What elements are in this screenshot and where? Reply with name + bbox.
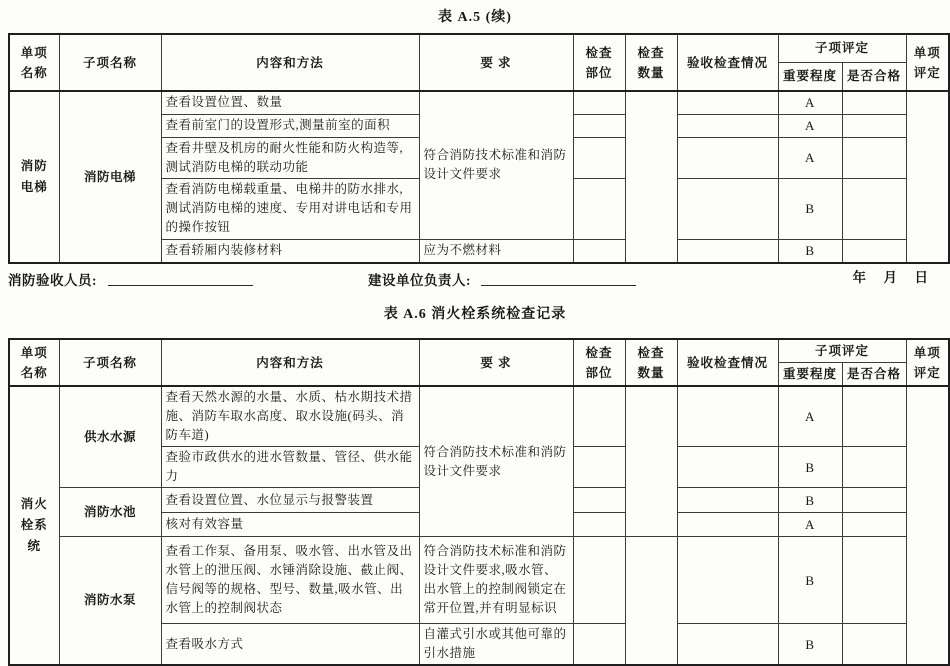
unit-name-cell: 消火栓系统 [9,386,59,665]
acceptance-status-cell [677,537,778,624]
col-header-acceptance-status: 验收检查情况 [677,339,778,386]
check-location-cell [573,178,625,239]
col-header-check-quantity: 检查数量 [625,339,677,386]
table-row [9,91,949,114]
acceptance-status-cell [677,386,778,447]
qualified-cell [842,114,906,137]
col-header-unit-eval: 单项评定 [906,34,949,91]
method-cell: 查看设置位置、数量 [161,91,419,114]
method-cell: 查看天然水源的水量、水质、枯水期技术措施、消防车取水高度、取水设施(码头、消防车道) [161,386,419,447]
header-row [9,339,949,362]
method-cell: 查看工作泵、备用泵、吸水管、出水管及出水管上的泄压阀、水锤消除设施、截止阀、信号阀等的规格、型号、数量,吸水管、出水管上的控制阀状态 [161,537,419,624]
check-location-cell [573,386,625,447]
importance-cell: A [778,114,842,137]
acceptance-status-cell [677,513,778,537]
check-location-cell [573,447,625,488]
check-location-cell [573,137,625,178]
method-cell: 查看轿厢内装修材料 [161,239,419,263]
table-a6-hydrant-system [8,338,950,666]
inspector-label: 消防验收人员: [8,273,97,288]
method-cell: 查看消防电梯载重量、电梯井的防水排水,测试消防电梯的速度、专用对讲电话和专用的操作按钮 [161,178,419,239]
col-header-sub-eval: 子项评定 [778,34,906,62]
col-header-qualified: 是否合格 [842,62,906,91]
col-header-unit-name: 单项名称 [9,34,59,91]
acceptance-status-cell [677,488,778,513]
check-location-cell [573,91,625,114]
col-header-check-quantity: 检查数量 [625,34,677,91]
qualified-cell [842,386,906,447]
qualified-cell [842,137,906,178]
table-a5-title: 表 A.5 (续) [438,10,512,25]
check-location-cell [573,537,625,624]
col-header-sub-eval: 子项评定 [778,339,906,362]
requirement-cell: 符合消防技术标准和消防设计文件要求 [419,91,573,239]
header-row [9,34,949,62]
table-a5-continued [8,33,950,264]
qualified-cell [842,537,906,624]
col-header-content-method: 内容和方法 [161,34,419,91]
acceptance-status-cell [677,447,778,488]
importance-cell: A [778,513,842,537]
col-header-unit-name: 单项名称 [9,339,59,386]
requirement-cell: 应为不燃材料 [419,239,573,263]
check-quantity-cell [625,386,677,537]
qualified-cell [842,624,906,666]
importance-cell: B [778,624,842,666]
requirement-cell: 符合消防技术标准和消防设计文件要求,吸水管、出水管上的控制阀锁定在常开位置,并有明显标识 [419,537,573,624]
builder-signature-line [481,271,636,286]
acceptance-status-cell [677,91,778,114]
check-quantity-cell [625,91,677,263]
sub-name-cell: 消防水泵 [59,537,161,666]
acceptance-status-cell [677,624,778,666]
col-header-unit-eval: 单项评定 [906,339,949,386]
check-location-cell [573,624,625,666]
acceptance-status-cell [677,114,778,137]
qualified-cell [842,447,906,488]
date-ymd-label: 年 月 日 [852,270,930,285]
col-header-importance: 重要程度 [778,362,842,386]
inspector-signature-line [108,271,253,286]
method-cell: 核对有效容量 [161,513,419,537]
requirement-cell: 自灌式引水或其他可靠的引水措施 [419,624,573,666]
qualified-cell [842,91,906,114]
method-cell: 查看前室门的设置形式,测量前室的面积 [161,114,419,137]
sub-name-cell: 供水水源 [59,386,161,488]
signature-row [8,269,942,291]
unit-name-cell: 消防电梯 [9,91,59,263]
col-header-check-location: 检查部位 [573,339,625,386]
table-a6-title: 表 A.6 消火栓系统检查记录 [383,307,567,322]
col-header-sub-name: 子项名称 [59,34,161,91]
table-row [9,386,949,447]
col-header-acceptance-status: 验收检查情况 [677,34,778,91]
unit-eval-cell [906,91,949,263]
importance-cell: B [778,447,842,488]
acceptance-status-cell [677,239,778,263]
method-cell: 查看吸水方式 [161,624,419,666]
check-location-cell [573,513,625,537]
check-location-cell [573,239,625,263]
sub-name-cell: 消防电梯 [59,91,161,263]
importance-cell: B [778,537,842,624]
check-quantity-cell [625,537,677,666]
check-location-cell [573,114,625,137]
importance-cell: A [778,386,842,447]
builder-label: 建设单位负责人: [368,273,471,288]
method-cell: 查验市政供水的进水管数量、管径、供水能力 [161,447,419,488]
importance-cell: A [778,91,842,114]
col-header-qualified: 是否合格 [842,362,906,386]
unit-eval-cell [906,386,949,665]
importance-cell: A [778,137,842,178]
importance-cell: B [778,178,842,239]
acceptance-status-cell [677,178,778,239]
method-cell: 查看设置位置、水位显示与报警装置 [161,488,419,513]
method-cell: 查看井壁及机房的耐火性能和防火构造等,测试消防电梯的联动功能 [161,137,419,178]
sub-name-cell: 消防水池 [59,488,161,537]
col-header-content-method: 内容和方法 [161,339,419,386]
importance-cell: B [778,488,842,513]
col-header-requirement: 要 求 [419,339,573,386]
qualified-cell [842,513,906,537]
col-header-importance: 重要程度 [778,62,842,91]
col-header-requirement: 要 求 [419,34,573,91]
importance-cell: B [778,239,842,263]
qualified-cell [842,488,906,513]
qualified-cell [842,178,906,239]
table-row [9,537,949,624]
acceptance-status-cell [677,137,778,178]
col-header-sub-name: 子项名称 [59,339,161,386]
col-header-check-location: 检查部位 [573,34,625,91]
check-location-cell [573,488,625,513]
requirement-cell: 符合消防技术标准和消防设计文件要求 [419,386,573,537]
qualified-cell [842,239,906,263]
